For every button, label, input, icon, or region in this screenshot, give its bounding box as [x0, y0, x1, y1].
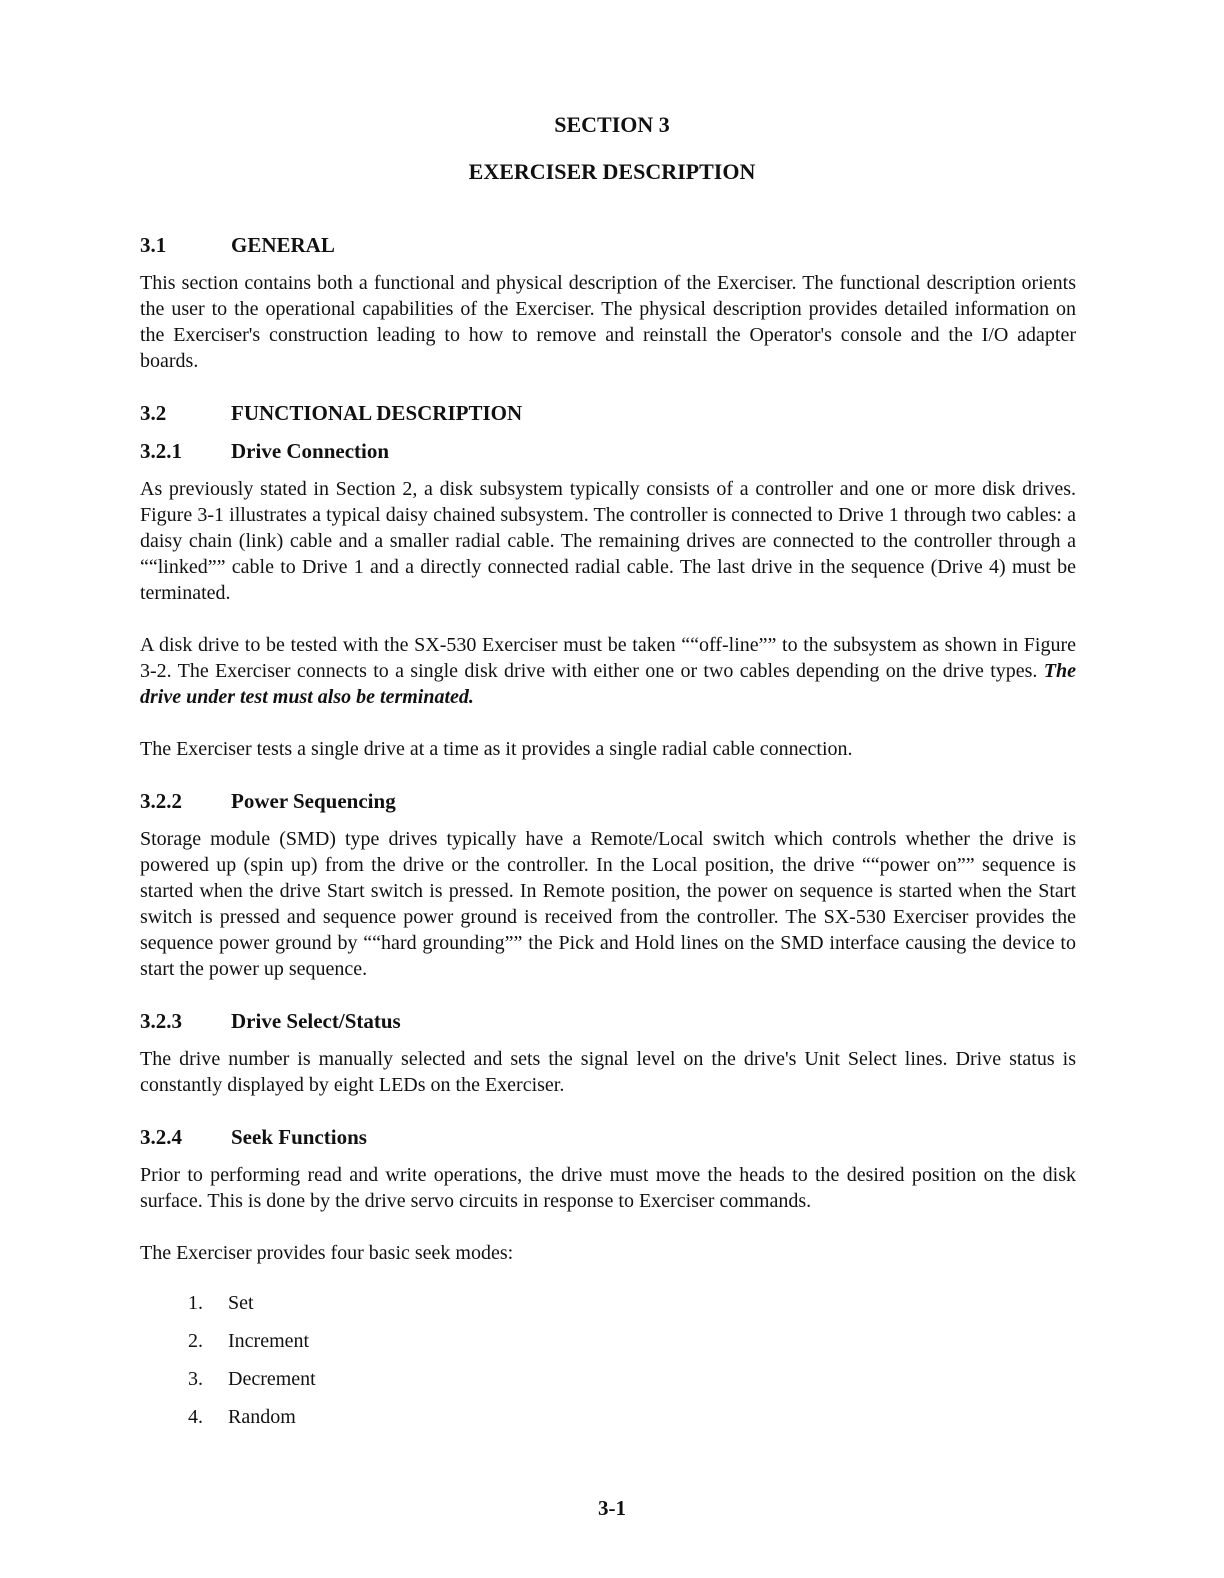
list-label: Decrement — [228, 1368, 316, 1390]
list-item — [188, 1404, 1076, 1430]
heading-title: Seek Functions — [231, 1125, 367, 1149]
heading-number: 3.2.4 — [140, 1125, 182, 1149]
list-label: Random — [228, 1406, 296, 1428]
heading-title: Drive Connection — [231, 439, 390, 463]
paragraph-drive-connection-1: As previously stated in Section 2, a disk subsystem typically consists of a controller and one or more disk drives. Figure 3-1 illustrates a typical daisy chained subsystem. The controller is connected to Drive 1 through two cables: a daisy chain (link) cable and a smaller radial cable. The remaining drives are connected to the controller through a ““linked”” cable to Drive 1 and a directly connected radial cable. The last drive in the sequence (Drive 4) must be terminated. — [140, 478, 1076, 604]
list-item — [188, 1328, 1076, 1354]
paragraph-text: A disk drive to be tested with the SX-530 Exerciser must be taken ““off-line”” to the subsystem as shown in Figure 3-2. The Exerciser connects to a single disk drive with either one or two cables depending on the drive types. — [140, 634, 1076, 682]
list-number: 1. — [188, 1292, 203, 1314]
seek-modes-list — [188, 1290, 1076, 1430]
heading-3-2-1 — [140, 438, 1076, 464]
heading-number: 3.1 — [140, 233, 167, 257]
paragraph-seek-functions-2: The Exerciser provides four basic seek modes: — [140, 1242, 514, 1264]
heading-3-2 — [140, 400, 1076, 426]
heading-title: GENERAL — [231, 233, 335, 257]
list-item — [188, 1290, 1076, 1316]
heading-3-2-3 — [140, 1008, 1076, 1034]
heading-title: Drive Select/Status — [231, 1009, 401, 1033]
list-number: 2. — [188, 1330, 203, 1352]
paragraph-general: This section contains both a functional and physical description of the Exerciser. The functional description orients the user to the operational capabilities of the Exerciser. The physical description provides detailed information on the Exerciser's construction leading to how to remove and reinstall the Operator's console and the I/O adapter boards. — [140, 272, 1076, 372]
paragraph-drive-select: The drive number is manually selected and sets the signal level on the drive's Unit Select lines. Drive status is constantly displayed by eight LEDs on the Exerciser. — [140, 1048, 1076, 1096]
section-label: SECTION 3 — [554, 112, 670, 137]
page-number: 3-1 — [598, 1496, 626, 1520]
heading-title: Power Sequencing — [231, 789, 396, 813]
paragraph-power-sequencing: Storage module (SMD) type drives typically have a Remote/Local switch which controls whether the drive is powered up (spin up) from the drive or the controller. In the Local position, the drive ““power on”” sequence is started when the drive Start switch is pressed. In Remote position, the power on sequence is started when the Start switch is pressed and sequence power ground is received from the controller. The SX-530 Exerciser provides the sequence power ground by ““hard grounding”” the Pick and Hold lines on the SMD interface causing the device to start the power up sequence. — [140, 828, 1076, 980]
heading-3-1 — [140, 232, 1076, 258]
heading-title: FUNCTIONAL DESCRIPTION — [231, 401, 523, 425]
paragraph-drive-connection-2 — [140, 632, 1076, 710]
heading-number: 3.2 — [140, 401, 167, 425]
heading-3-2-4 — [140, 1124, 1076, 1150]
heading-number: 3.2.3 — [140, 1009, 182, 1033]
emphasis-text: The drive under test must also be terminated. — [140, 660, 1076, 708]
list-number: 4. — [188, 1406, 203, 1428]
list-number: 3. — [188, 1368, 203, 1390]
heading-number: 3.2.1 — [140, 439, 182, 463]
page-body — [140, 232, 1076, 1442]
list-label: Set — [228, 1292, 254, 1314]
paragraph-drive-connection-3: The Exerciser tests a single drive at a time as it provides a single radial cable connection. — [140, 738, 853, 760]
paragraph-seek-functions-1: Prior to performing read and write operations, the drive must move the heads to the desired position on the disk surface. This is done by the drive servo circuits in response to Exerciser commands. — [140, 1164, 1076, 1212]
heading-number: 3.2.2 — [140, 789, 182, 813]
section-title: EXERCISER DESCRIPTION — [468, 159, 756, 184]
heading-3-2-2 — [140, 788, 1076, 814]
list-label: Increment — [228, 1330, 310, 1352]
list-item — [188, 1366, 1076, 1392]
